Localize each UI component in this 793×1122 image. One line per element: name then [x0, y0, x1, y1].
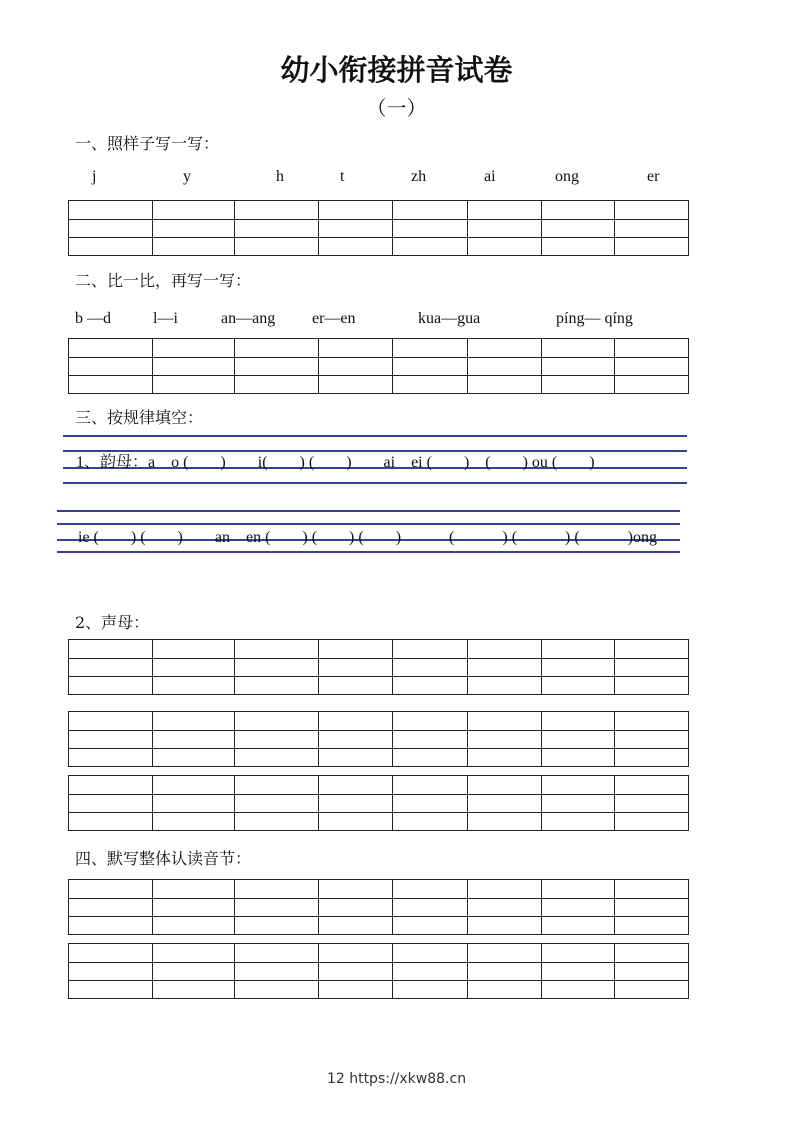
letter: ai: [484, 168, 496, 185]
ruled-line: [63, 435, 687, 437]
grid-cell: [152, 712, 235, 730]
grid-cell: [318, 238, 392, 255]
grid-cell: [467, 220, 541, 237]
grid-cell: [69, 795, 152, 812]
grid-cell: [69, 712, 152, 730]
grid-cell: [69, 917, 152, 934]
grid-cell: [152, 813, 235, 830]
grid-cell: [614, 899, 688, 916]
grid-cell: [614, 880, 688, 898]
grid-cell: [392, 339, 467, 357]
pair: an—ang: [221, 310, 276, 327]
grid-cell: [152, 339, 235, 357]
grid-cell: [69, 358, 152, 375]
grid-row: [69, 880, 688, 898]
letter: j: [92, 168, 97, 185]
grid-cell: [69, 201, 152, 219]
grid-cell: [69, 776, 152, 794]
grid-cell: [318, 376, 392, 393]
grid-cell: [467, 201, 541, 219]
grid-cell: [234, 981, 318, 998]
section1-heading: 一、照样子写一写：: [75, 134, 220, 153]
grid-row: [69, 201, 688, 219]
grid-cell: [467, 813, 541, 830]
grid-cell: [318, 659, 392, 676]
grid-cell: [541, 981, 615, 998]
initials-heading: 2、声母：: [75, 613, 150, 632]
grid-cell: [614, 712, 688, 730]
grid-cell: [467, 677, 541, 694]
grid-cell: [614, 376, 688, 393]
grid-cell: [467, 899, 541, 916]
grid-cell: [318, 963, 392, 980]
letter: y: [183, 168, 191, 185]
grid-cell: [614, 944, 688, 962]
grid-cell: [69, 899, 152, 916]
grid-cell: [152, 238, 235, 255]
grid-cell: [392, 776, 467, 794]
ruled-line: [63, 482, 687, 484]
grid-cell: [234, 358, 318, 375]
grid-cell: [234, 376, 318, 393]
grid-cell: [234, 749, 318, 766]
section4-heading: 四、默写整体认读音节：: [75, 849, 252, 868]
grid-cell: [614, 640, 688, 658]
grid-cell: [392, 981, 467, 998]
grid-cell: [392, 376, 467, 393]
grid-cell: [152, 220, 235, 237]
grid-row: [69, 962, 688, 980]
grid-cell: [541, 201, 615, 219]
grid-cell: [234, 238, 318, 255]
finals-fill-line-2: ie ( ) ( ) an en ( ) ( ) ( ) ( ) ( ) ( )ong: [78, 529, 658, 546]
grid-row: [69, 357, 688, 375]
grid-cell: [69, 944, 152, 962]
grid-cell: [541, 659, 615, 676]
grid-row: [69, 640, 688, 658]
grid-cell: [234, 640, 318, 658]
grid-cell: [152, 776, 235, 794]
grid-cell: [234, 677, 318, 694]
grid-cell: [69, 749, 152, 766]
grid-cell: [392, 659, 467, 676]
grid-cell: [234, 963, 318, 980]
grid-cell: [152, 795, 235, 812]
grid-row: [69, 712, 688, 730]
grid-row: [69, 730, 688, 748]
grid-row: [69, 339, 688, 357]
grid-row: [69, 748, 688, 766]
grid-cell: [467, 659, 541, 676]
ruled-line: [57, 510, 680, 512]
grid-cell: [69, 238, 152, 255]
grid-cell: [392, 238, 467, 255]
grid-cell: [541, 917, 615, 934]
grid-cell: [392, 944, 467, 962]
grid-cell: [467, 712, 541, 730]
grid-cell: [467, 944, 541, 962]
grid-cell: [318, 731, 392, 748]
grid-cell: [69, 813, 152, 830]
grid-cell: [467, 731, 541, 748]
grid-cell: [234, 731, 318, 748]
grid-cell: [152, 677, 235, 694]
grid-cell: [541, 963, 615, 980]
grid-cell: [234, 813, 318, 830]
grid-cell: [541, 795, 615, 812]
grid-cell: [614, 776, 688, 794]
grid-cell: [541, 899, 615, 916]
grid-row: [69, 812, 688, 830]
grid-cell: [614, 238, 688, 255]
grid-cell: [392, 201, 467, 219]
grid-cell: [152, 963, 235, 980]
grid-cell: [152, 917, 235, 934]
grid-cell: [234, 917, 318, 934]
grid-cell: [392, 712, 467, 730]
pair: píng— qíng: [556, 310, 633, 327]
grid-cell: [318, 677, 392, 694]
grid-cell: [234, 776, 318, 794]
grid-cell: [152, 358, 235, 375]
grid-cell: [152, 899, 235, 916]
grid-cell: [392, 899, 467, 916]
grid-cell: [541, 238, 615, 255]
grid-cell: [318, 917, 392, 934]
grid-cell: [69, 220, 152, 237]
grid-cell: [467, 795, 541, 812]
grid-cell: [614, 220, 688, 237]
grid-row: [69, 237, 688, 255]
letter: zh: [411, 168, 427, 185]
grid-cell: [392, 220, 467, 237]
grid-cell: [318, 899, 392, 916]
grid-cell: [392, 358, 467, 375]
section3-heading: 三、按规律填空：: [75, 408, 204, 427]
page-subtitle: （一）: [366, 96, 427, 120]
finals-fill-line: 1、韵母：a o ( ) i( ) ( ) ai ei ( ) ( ) ou ( ): [76, 454, 595, 471]
grid-cell: [152, 880, 235, 898]
grid-cell: [614, 731, 688, 748]
pair: kua—gua: [418, 310, 481, 327]
grid-cell: [318, 981, 392, 998]
grid-cell: [152, 731, 235, 748]
grid-cell: [234, 712, 318, 730]
writing-grid: [68, 639, 689, 695]
grid-cell: [467, 981, 541, 998]
grid-cell: [467, 339, 541, 357]
grid-cell: [318, 749, 392, 766]
grid-cell: [614, 917, 688, 934]
grid-cell: [541, 339, 615, 357]
grid-cell: [541, 749, 615, 766]
grid-cell: [152, 201, 235, 219]
grid-cell: [69, 731, 152, 748]
grid-cell: [541, 358, 615, 375]
grid-cell: [541, 813, 615, 830]
grid-row: [69, 898, 688, 916]
grid-cell: [234, 220, 318, 237]
grid-row: [69, 219, 688, 237]
grid-cell: [318, 944, 392, 962]
grid-cell: [614, 201, 688, 219]
grid-cell: [234, 201, 318, 219]
grid-cell: [318, 201, 392, 219]
grid-cell: [541, 731, 615, 748]
grid-row: [69, 658, 688, 676]
letter: t: [340, 168, 345, 185]
grid-cell: [152, 376, 235, 393]
grid-row: [69, 375, 688, 393]
grid-cell: [541, 376, 615, 393]
page-footer: 12 https://xkw88.cn: [326, 1071, 467, 1087]
writing-grid: [68, 879, 689, 935]
grid-cell: [318, 795, 392, 812]
grid-cell: [541, 944, 615, 962]
grid-cell: [234, 899, 318, 916]
grid-cell: [69, 376, 152, 393]
grid-cell: [614, 677, 688, 694]
grid-cell: [467, 358, 541, 375]
pair: b —d: [75, 310, 111, 327]
grid-cell: [392, 963, 467, 980]
section2-heading: 二、比一比，再写一写：: [75, 271, 252, 290]
grid-cell: [392, 677, 467, 694]
grid-cell: [467, 376, 541, 393]
grid-cell: [152, 981, 235, 998]
grid-cell: [467, 880, 541, 898]
grid-cell: [614, 339, 688, 357]
writing-grid: [68, 200, 689, 256]
letter: er: [647, 168, 660, 185]
grid-cell: [467, 963, 541, 980]
grid-cell: [234, 944, 318, 962]
grid-cell: [234, 795, 318, 812]
grid-cell: [152, 659, 235, 676]
grid-cell: [541, 220, 615, 237]
grid-cell: [392, 880, 467, 898]
pair: er—en: [312, 310, 356, 327]
grid-cell: [234, 659, 318, 676]
writing-grid: [68, 943, 689, 999]
grid-cell: [467, 917, 541, 934]
grid-cell: [69, 880, 152, 898]
grid-cell: [392, 749, 467, 766]
grid-cell: [69, 981, 152, 998]
grid-cell: [392, 731, 467, 748]
grid-cell: [318, 220, 392, 237]
grid-cell: [467, 776, 541, 794]
grid-cell: [541, 776, 615, 794]
grid-cell: [318, 358, 392, 375]
grid-cell: [69, 659, 152, 676]
grid-cell: [392, 917, 467, 934]
grid-cell: [69, 339, 152, 357]
grid-row: [69, 944, 688, 962]
pair: l—i: [153, 310, 178, 327]
grid-cell: [541, 677, 615, 694]
grid-cell: [614, 963, 688, 980]
grid-cell: [152, 749, 235, 766]
grid-cell: [614, 659, 688, 676]
grid-cell: [318, 339, 392, 357]
grid-cell: [541, 712, 615, 730]
grid-row: [69, 980, 688, 998]
grid-cell: [318, 640, 392, 658]
writing-grid: [68, 711, 689, 767]
writing-grid: [68, 775, 689, 831]
grid-cell: [392, 813, 467, 830]
grid-cell: [392, 795, 467, 812]
grid-cell: [318, 813, 392, 830]
grid-cell: [318, 712, 392, 730]
grid-cell: [152, 944, 235, 962]
grid-cell: [467, 238, 541, 255]
letter: h: [276, 168, 284, 185]
letter: ong: [555, 168, 579, 185]
grid-cell: [69, 677, 152, 694]
grid-cell: [69, 640, 152, 658]
grid-cell: [614, 981, 688, 998]
grid-cell: [614, 749, 688, 766]
grid-cell: [467, 640, 541, 658]
grid-cell: [541, 640, 615, 658]
grid-row: [69, 776, 688, 794]
grid-cell: [614, 358, 688, 375]
writing-grid: [68, 338, 689, 394]
ruled-line: [57, 551, 680, 553]
grid-cell: [541, 880, 615, 898]
grid-row: [69, 794, 688, 812]
grid-cell: [234, 880, 318, 898]
grid-cell: [318, 776, 392, 794]
grid-cell: [318, 880, 392, 898]
grid-cell: [152, 640, 235, 658]
grid-cell: [467, 749, 541, 766]
grid-cell: [69, 963, 152, 980]
grid-row: [69, 916, 688, 934]
page-title: 幼小衔接拼音试卷: [280, 53, 513, 87]
grid-cell: [614, 795, 688, 812]
grid-row: [69, 676, 688, 694]
grid-cell: [614, 813, 688, 830]
grid-cell: [392, 640, 467, 658]
grid-cell: [234, 339, 318, 357]
